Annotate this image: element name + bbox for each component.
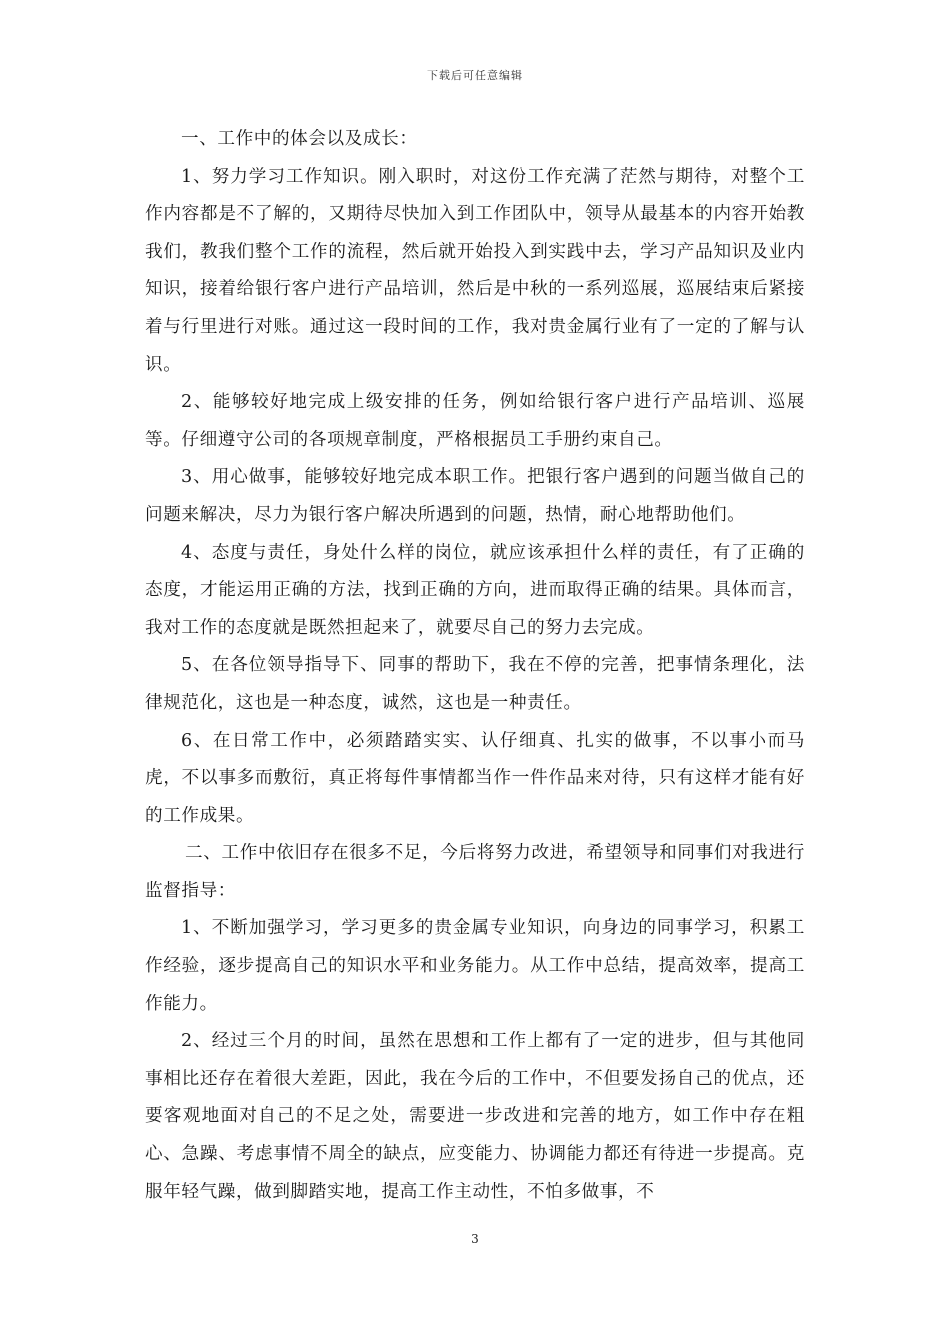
- section-two-heading: 二、工作中依旧存在很多不足，今后将努力改进，希望领导和同事们对我进行监督指导：: [145, 843, 805, 901]
- section-one-heading: 一、工作中的体会以及成长：: [181, 129, 418, 149]
- document-body: [145, 121, 805, 1211]
- section-one-item-5: 5、在各位领导指导下、同事的帮助下，我在不停的完善，把事情条理化，法律规范化，这也是一种态度，诚然，这也是一种责任。: [145, 655, 805, 713]
- section-one-item-6: 6、在日常工作中，必须踏踏实实、认仔细真、扎实的做事，不以事小而马虎，不以事多而敷衍，真正将每件事情都当作一件作品来对待，只有这样才能有好的工作成果。: [145, 730, 805, 826]
- header-note: 下载后可任意编辑: [427, 69, 523, 82]
- section-one-item-1: 1、努力学习工作知识。刚入职时，对这份工作充满了茫然与期待，对整个工作内容都是不了解的，又期待尽快加入到工作团队中，领导从最基本的内容开始教我们，教我们整个工作的流程，然后就开始投入到实践中去，学习产品知识及业内知识，接着给银行客户进行产品培训，然后是中秋的一系列巡展，巡展结束后紧接着与行里进行对账。通过这一段时间的工作，我对贵金属行业有了一定的了解与认识。: [145, 166, 805, 375]
- section-two-item-2: 2、经过三个月的时间，虽然在思想和工作上都有了一定的进步，但与其他同事相比还存在着很大差距，因此，我在今后的工作中，不但要发扬自己的优点，还要客观地面对自己的不足之处，需要进一步改进和完善的地方，如工作中存在粗心、急躁、考虑事情不周全的缺点，应变能力、协调能力都还有待进一步提高。克服年轻气躁，做到脚踏实地，提高工作主动性，不怕多做事，不: [145, 1031, 805, 1202]
- section-two-item-1: 1、不断加强学习，学习更多的贵金属专业知识，向身边的同事学习，积累工作经验，逐步提高自己的知识水平和业务能力。从工作中总结，提高效率，提高工作能力。: [145, 918, 805, 1014]
- section-one-item-4: 4、态度与责任，身处什么样的岗位，就应该承担什么样的责任，有了正确的态度，才能运用正确的方法，找到正确的方向，进而取得正确的结果。具体而言，我对工作的态度就是既然担起来了，就要尽自己的努力去完成。: [145, 542, 805, 638]
- page-number: 3: [471, 1232, 479, 1246]
- section-one-item-2: 2、能够较好地完成上级安排的任务，例如给银行客户进行产品培训、巡展等。仔细遵守公司的各项规章制度，严格根据员工手册约束自己。: [145, 392, 805, 450]
- section-one-item-3: 3、用心做事，能够较好地完成本职工作。把银行客户遇到的问题当做自己的问题来解决，尽力为银行客户解决所遇到的问题，热情，耐心地帮助他们。: [145, 467, 805, 525]
